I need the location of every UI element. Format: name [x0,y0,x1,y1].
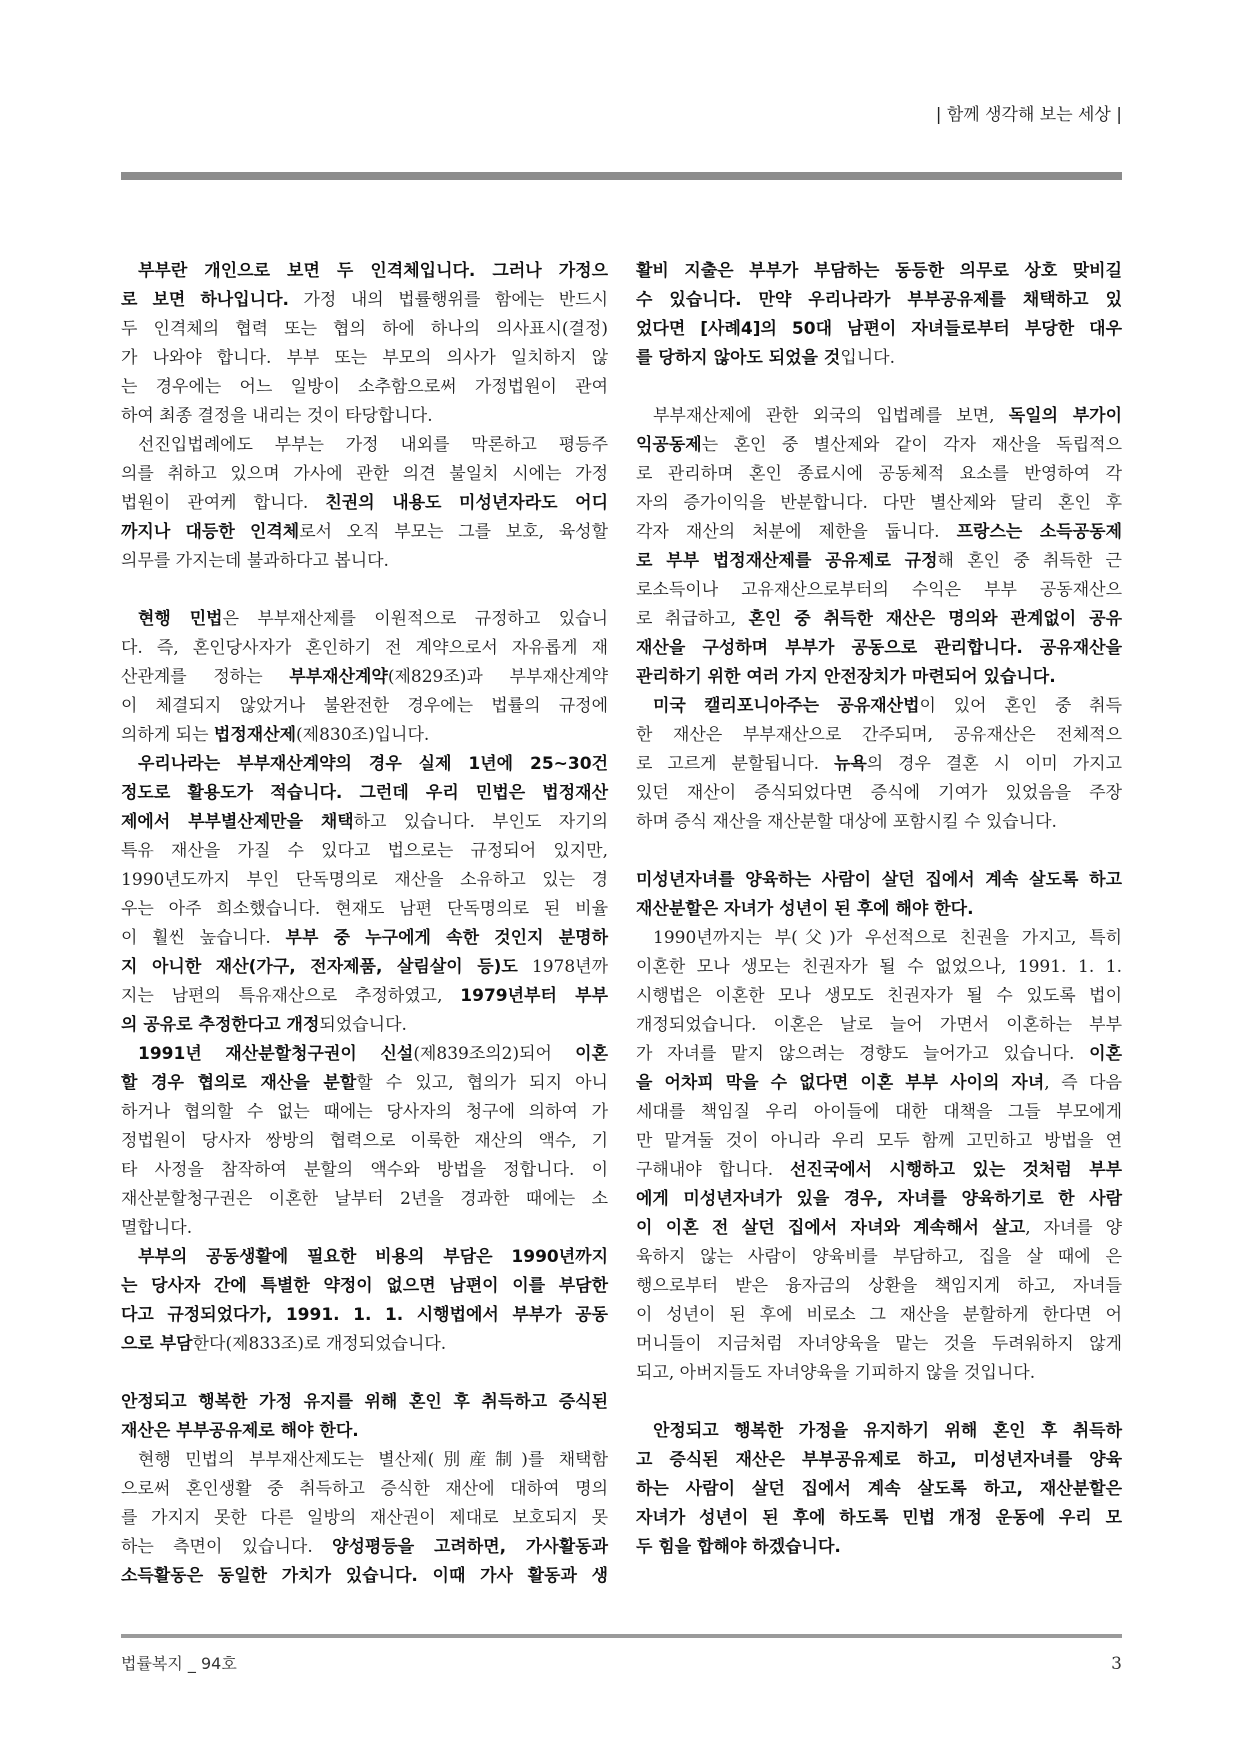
text-run: 미성년자녀를 양육하는 사람이 살던 집에서 계속 살도록 하고 [636,870,1122,890]
text-line [121,778,608,807]
text-line [636,1300,1122,1329]
emphasized-text: 현행 민법 [138,609,223,629]
header-rule [121,172,1122,180]
text-line [636,749,1122,778]
paragraph [636,1416,1122,1561]
text-line [121,430,608,459]
text-line [636,1126,1122,1155]
emphasized-text: 1991년 재산분할청구권이 신설 [138,1044,414,1064]
text-line [636,1039,1122,1068]
emphasized-text: 소득활동은 동일한 가치가 있습니다. 이때 가사 활동과 생 [121,1566,608,1586]
text-line [636,1503,1122,1532]
emphasized-text: 까지나 대등한 인격체 [121,522,300,542]
text-line [121,1068,608,1097]
article-section [121,604,608,1358]
text-line [636,575,1122,604]
emphasized-text: 익공동제 [636,435,702,455]
emphasized-text: 부부 중 누구에게 속한 것인지 분명하 [285,928,608,948]
emphasized-text: 친권의 내용도 미성년자라도 어디 [325,493,608,513]
emphasized-text: 뉴욕 [833,754,867,774]
text-run: 법원이 관여케 합니다. [121,493,326,513]
text-run: 로서 오직 부모는 그를 보호, 육성할 [299,522,608,542]
emphasized-text: 었다면 [사례4]의 50대 남편이 자녀들로부터 부당한 대우 [636,319,1122,339]
paragraph [636,923,1122,1387]
text-line [636,1445,1122,1474]
emphasized-text: 법정재산제 [213,725,297,745]
text-line [121,285,608,314]
text-run: 로소득이나 고유재산으로부터의 수익은 부부 공동재산으 [636,580,1122,600]
text-run: 타 사정을 참작하여 분할의 액수와 방법을 정합니다. 이 [121,1160,608,1180]
text-run: 두 인격체의 협력 또는 협의 하에 하나의 의사표시(결정) [121,319,608,339]
text-line [121,546,608,575]
text-run: 재산은 부부공유제로 해야 한다. [121,1421,359,1441]
text-run: 1990년도까지 부인 단독명의로 재산을 소유하고 있는 경 [121,870,608,890]
text-line [121,749,608,778]
text-run: 가 나와야 합니다. 부부 또는 부모의 의사가 일치하지 않 [121,348,608,368]
text-line [121,691,608,720]
text-line [636,691,1122,720]
emphasized-text: 우리나라는 부부재산계약의 경우 실제 1년에 25~30건 [138,754,608,774]
text-line [636,1155,1122,1184]
emphasized-text: 이 이혼 전 살던 집에서 자녀와 계속해서 살고 [636,1218,1026,1238]
text-run: 자의 증가이익을 반분합니다. 다만 별산제와 달리 혼인 후 [636,493,1122,513]
paragraph [121,1445,608,1590]
running-header: | 함께 생각해 보는 세상 | [935,105,1122,125]
text-line [636,401,1122,430]
paragraph [121,604,608,749]
text-run: 다. 즉, 혼인당사자가 혼인하기 전 계약으로서 자유롭게 재 [121,638,608,658]
article-section [121,1387,608,1590]
text-run: 의하게 되는 [121,725,214,745]
emphasized-text: 제에서 부부별산제만을 채택 [121,812,354,832]
text-line [121,952,608,981]
text-run: 이 성년이 된 후에 비로소 그 재산을 분할하게 한다면 어 [636,1305,1122,1325]
text-line [636,952,1122,981]
emphasized-text: 부부의 공동생활에 필요한 비용의 부담은 1990년까지 [138,1247,608,1267]
text-line [121,894,608,923]
paragraph [121,256,608,430]
text-line [121,1474,608,1503]
text-line [121,314,608,343]
text-run: 가 자녀를 맡지 않으려는 경향도 늘어가고 있습니다. [636,1044,1090,1064]
article-section [636,401,1122,836]
text-run: 되고, 아버지들도 자녀양육을 기피하지 않을 것입니다. [636,1363,1036,1383]
text-line [636,923,1122,952]
text-run: 한다(제833조)로 개정되었습니다. [192,1334,447,1354]
text-line [636,1097,1122,1126]
text-line [121,1445,608,1474]
text-run: 행으로부터 받은 융자금의 상환을 책임지게 하고, 자녀들 [636,1276,1122,1296]
paragraph [121,1242,608,1358]
section-heading [121,1387,608,1445]
text-line [121,1039,608,1068]
text-line [121,720,608,749]
publication-name: 법률복지 _ 94호 [121,1654,237,1673]
text-run: 로 고르게 분할됩니다. [636,754,834,774]
text-line [121,1213,608,1242]
text-line [121,343,608,372]
text-run: 되었습니다. [319,1015,407,1035]
text-line [121,488,608,517]
text-run: 재산분할청구권은 이혼한 날부터 2년을 경과한 때에는 소 [121,1189,608,1209]
emphasized-text: 를 당하지 않아도 되었을 것 [636,348,841,368]
text-run: 는 경우에는 어느 일방이 소추함으로써 가정법원이 관여 [121,377,608,397]
article-section [636,865,1122,1387]
text-line [121,401,608,430]
section-heading [636,865,1122,923]
text-run: 이 훨씬 높습니다. [121,928,286,948]
text-line [121,633,608,662]
text-run: 한 재산은 부부재산으로 간주되며, 공유재산은 전체적으 [636,725,1122,745]
emphasized-text: 혼인 중 취득한 재산은 명의와 관계없이 공유 [748,609,1122,629]
text-run: 개정되었습니다. 이혼은 날로 늘어 가면서 이혼하는 부부 [636,1015,1122,1035]
text-line [121,1300,608,1329]
paragraph [636,256,1122,372]
emphasized-text: 부부재산계약 [289,667,388,687]
text-line [636,894,1122,923]
text-run: 으로써 혼인생활 중 취득하고 증식한 재산에 대하여 명의 [121,1479,608,1499]
emphasized-text: 으로 부담 [121,1334,193,1354]
text-line [121,1097,608,1126]
text-line [636,604,1122,633]
text-line [121,1184,608,1213]
paragraph [121,1039,608,1242]
emphasized-text: 할 경우 협의로 재산을 분할 [121,1073,357,1093]
text-run: (제830조)입니다. [296,725,430,745]
text-line [636,314,1122,343]
article-section [636,1416,1122,1561]
footer-rule [121,1634,1122,1638]
text-run: 이 체결되지 않았거나 불완전한 경우에는 법률의 규정에 [121,696,608,716]
text-line [121,1503,608,1532]
emphasized-text: 독일의 부가이 [1008,406,1122,426]
text-line [121,836,608,865]
emphasized-text: 부부란 개인으로 보면 두 인격체입니다. 그러나 가정으 [138,261,608,281]
text-run: 재산분할은 자녀가 성년이 된 후에 해야 한다. [636,899,974,919]
text-line [121,372,608,401]
text-run: 1990년까지는 부(父)가 우선적으로 친권을 가지고, 특히 [653,928,1122,948]
text-line [636,517,1122,546]
emphasized-text: 1979년부터 부부 [460,986,608,1006]
text-line [636,546,1122,575]
text-line [636,662,1122,691]
text-run: 의무를 가지는데 불과하다고 봅니다. [121,551,389,571]
text-line [121,1271,608,1300]
emphasized-text: 프랑스는 소득공동제 [956,522,1122,542]
text-line [636,1068,1122,1097]
text-line [121,981,608,1010]
text-run: 시행법은 이혼한 모나 생모도 친권자가 될 수 있도록 법이 [636,986,1122,1006]
text-line [121,1329,608,1358]
text-run: 있던 재산이 증식되었다면 증식에 기여가 있었음을 주장 [636,783,1122,803]
text-run: 를 가지지 못한 다른 일방의 재산권이 제대로 보호되지 못 [121,1508,608,1528]
text-line [121,662,608,691]
text-run: 머니들이 지금처럼 자녀양육을 맡는 것을 두려워하지 않게 [636,1334,1122,1354]
text-run: 하며 증식 재산을 재산분할 대상에 포함시킬 수 있습니다. [636,812,1057,832]
text-run: 세대를 책임질 우리 아이들에 대한 대책을 그들 부모에게 [636,1102,1122,1122]
text-line [636,720,1122,749]
emphasized-text: 에게 미성년자녀가 있을 경우, 자녀를 양육하기로 한 사람 [636,1189,1122,1209]
text-line [636,1242,1122,1271]
text-line [121,807,608,836]
emphasized-text: 로 부부 법정재산제를 공유제로 규정 [636,551,938,571]
text-line [636,807,1122,836]
emphasized-text: 이혼 [575,1044,608,1064]
emphasized-text: 자녀가 성년이 된 후에 하도록 민법 개정 운동에 우리 모 [636,1508,1122,1528]
text-line [636,1271,1122,1300]
text-run: 의를 취하고 있으며 가사에 관한 의견 불일치 시에는 가정 [121,464,608,484]
paragraph [636,401,1122,691]
text-line [121,604,608,633]
text-run: 해 혼인 중 취득한 근 [937,551,1122,571]
text-run: 산관계를 정하는 [121,667,290,687]
text-line [636,1010,1122,1039]
text-line [121,517,608,546]
text-run: 현행 민법의 부부재산제도는 별산제(別産制)를 채택함 [138,1450,608,1470]
page-number: 3 [1111,1654,1122,1674]
paragraph [636,691,1122,836]
text-run: , 자녀를 양 [1025,1218,1122,1238]
text-run: 가정 내의 법률행위를 함에는 반드시 [288,290,608,310]
emphasized-text: 의 공유로 추정한다고 개정 [121,1015,320,1035]
emphasized-text: 다고 규정되었다가, 1991. 1. 1. 시행법에서 부부가 공동 [121,1305,608,1325]
text-run: 로 취급하고, [636,609,749,629]
text-line [636,256,1122,285]
text-line [636,1184,1122,1213]
text-run: 구해내야 합니다. [636,1160,790,1180]
text-line [636,981,1122,1010]
emphasized-text: 로 보면 하나입니다. [121,290,289,310]
text-run: (제839조의2)되어 [413,1044,576,1064]
text-line [636,430,1122,459]
emphasized-text: 두 힘을 합해야 하겠습니다. [636,1537,841,1557]
emphasized-text: 관리하기 위한 여러 가지 안전장치가 마련되어 있습니다. [636,667,1056,687]
text-line [636,1213,1122,1242]
text-run: , 즉 다음 [1044,1073,1122,1093]
text-line [121,1387,608,1416]
emphasized-text: 선진국에서 시행하고 있는 것처럼 부부 [789,1160,1122,1180]
text-run: 는 혼인 중 별산제와 같이 각자 재산을 독립적으 [701,435,1122,455]
text-line [121,1416,608,1445]
paragraph [121,749,608,1039]
text-run: 지는 남편의 특유재산으로 추정하였고, [121,986,461,1006]
text-run: 특유 재산을 가질 수 있다고 법으로는 규정되어 있지만, [121,841,608,861]
text-run: 1978년까 [517,957,608,977]
text-run: 하는 측면이 있습니다. [121,1537,333,1557]
text-line [121,923,608,952]
emphasized-text: 정도로 활용도가 적습니다. 그런데 우리 민법은 법정재산 [121,783,608,803]
left-column [121,256,608,1590]
text-run: 하여 최종 결정을 내리는 것이 타당합니다. [121,406,433,426]
text-line [636,1416,1122,1445]
text-line [636,285,1122,314]
text-line [121,1010,608,1039]
text-line [121,459,608,488]
text-line [636,459,1122,488]
text-run: 정법원이 당사자 쌍방의 협력으로 이룩한 재산의 액수, 기 [121,1131,608,1151]
text-run: 은 부부재산제를 이원적으로 규정하고 있습니 [222,609,608,629]
emphasized-text: 을 어차피 막을 수 없다면 이혼 부부 사이의 자녀 [636,1073,1045,1093]
text-run: 육하지 않는 사람이 양육비를 부담하고, 집을 살 때에 은 [636,1247,1122,1267]
text-run: 하거나 협의할 수 없는 때에는 당사자의 청구에 의하여 가 [121,1102,608,1122]
text-run: 만 맡겨둘 것이 아니라 우리 모두 함께 고민하고 방법을 연 [636,1131,1122,1151]
text-line [121,1242,608,1271]
text-run: 할 수 있고, 협의가 되지 아니 [356,1073,608,1093]
text-line [636,865,1122,894]
emphasized-text: 미국 캘리포니아주는 공유재산법 [653,696,920,716]
emphasized-text: 이혼 [1089,1044,1122,1064]
text-line [636,1532,1122,1561]
text-line [636,633,1122,662]
text-line [121,865,608,894]
emphasized-text: 지 아니한 재산(가구, 전자제품, 살림살이 등)도 [121,957,518,977]
article-section [636,256,1122,372]
text-run: 이혼한 모나 생모는 친권자가 될 수 없었으나, 1991. 1. 1. [636,957,1122,977]
text-run: 우는 아주 희소했습니다. 현재도 남편 단독명의로 된 비율 [121,899,608,919]
text-run: 입니다. [840,348,895,368]
text-line [636,1474,1122,1503]
text-line [636,488,1122,517]
emphasized-text: 는 당사자 간에 특별한 약정이 없으면 남편이 이를 부담한 [121,1276,608,1296]
text-line [636,778,1122,807]
text-line [636,343,1122,372]
text-line [636,1358,1122,1387]
emphasized-text: 재산을 구성하며 부부가 공동으로 관리합니다. 공유재산을 [636,638,1122,658]
text-run: 의 경우 결혼 시 이미 가지고 [866,754,1122,774]
emphasized-text: 하는 사람이 살던 집에서 계속 살도록 하고, 재산분할은 [636,1479,1122,1499]
text-run: 로 관리하며 혼인 종료시에 공동체적 요소를 반영하여 각 [636,464,1122,484]
article-section [121,256,608,575]
text-run: (제829조)과 부부재산계약 [387,667,608,687]
right-column [636,256,1122,1561]
text-run: 각자 재산의 처분에 제한을 둡니다. [636,522,957,542]
paragraph [121,430,608,575]
emphasized-text: 활비 지출은 부부가 부담하는 동등한 의무로 상호 맞비길 [636,261,1122,281]
text-line [121,1561,608,1590]
emphasized-text: 고 증식된 재산은 부부공유제로 하고, 미성년자녀를 양육 [636,1450,1122,1470]
text-run: 안정되고 행복한 가정 유지를 위해 혼인 후 취득하고 증식된 [121,1392,608,1412]
text-line [121,1126,608,1155]
text-run: 이 있어 혼인 중 취득 [919,696,1122,716]
text-run: 멸합니다. [121,1218,193,1238]
text-line [636,1329,1122,1358]
emphasized-text: 수 있습니다. 만약 우리나라가 부부공유제를 채택하고 있 [636,290,1122,310]
text-run: 하고 있습니다. 부인도 자기의 [353,812,608,832]
text-run: 부부재산제에 관한 외국의 입법례를 보면, [653,406,1009,426]
text-run: 선진입법례에도 부부는 가정 내외를 막론하고 평등주 [138,435,608,455]
text-line [121,1532,608,1561]
emphasized-text: 양성평등을 고려하면, 가사활동과 [332,1537,608,1557]
text-line [121,256,608,285]
emphasized-text: 안정되고 행복한 가정을 유지하기 위해 혼인 후 취득하 [653,1421,1122,1441]
text-line [121,1155,608,1184]
